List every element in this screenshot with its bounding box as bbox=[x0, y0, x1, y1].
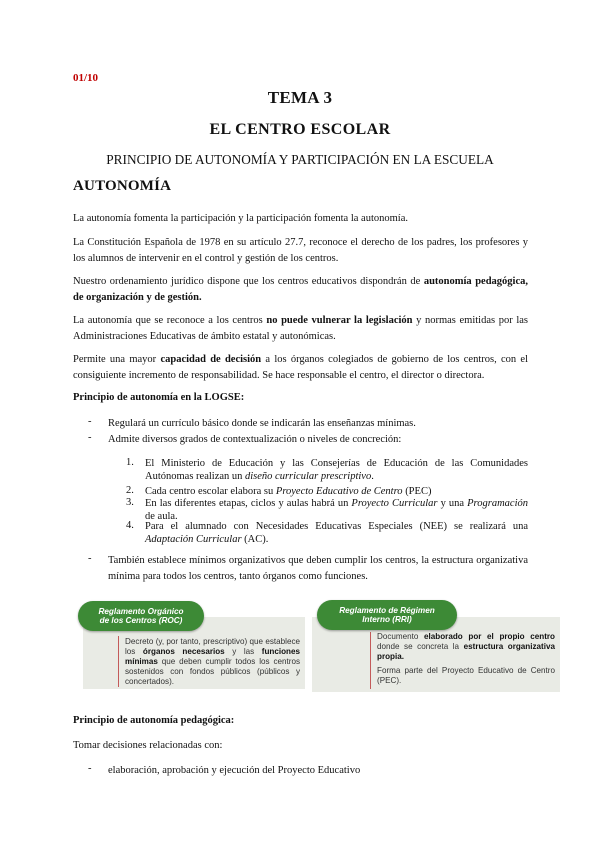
list-number: 3. bbox=[126, 497, 134, 508]
rri-badge-line-2: Interno (RRI) bbox=[362, 615, 412, 624]
list-number: 4. bbox=[126, 520, 134, 531]
list-item-italic: Proyecto Educativo de Centro bbox=[275, 486, 403, 497]
paragraph-5 bbox=[73, 352, 528, 383]
rri-badge-line-1: Reglamento de Régimen bbox=[339, 605, 435, 615]
pedagogica-heading: Principio de autonomía pedagógica: bbox=[73, 715, 235, 726]
doc-heading: PRINCIPIO DE AUTONOMÍA Y PARTICIPACIÓN EN LA ESCUELA bbox=[106, 152, 494, 167]
rri-text-2: Forma parte del Proyecto Educativo de Centro (PEC). bbox=[377, 666, 555, 685]
roc-bold-2: funciones mínimas bbox=[125, 647, 300, 666]
rri-badge bbox=[317, 600, 457, 630]
roc-text-3: que deben cumplir todos los centros sostenidos con fondos públicos (públicos y concertados). bbox=[125, 657, 300, 686]
rri-bold-1: elaborado por el propio centro bbox=[424, 632, 556, 641]
list-item-text: En las diferentes etapas, ciclos y aulas habrá un bbox=[145, 498, 352, 509]
paragraph-3 bbox=[73, 274, 528, 305]
bullet-dash: - bbox=[88, 432, 92, 443]
rri-bold-2: estructura organizativa propia. bbox=[377, 642, 555, 661]
rri-text-a: Documento bbox=[377, 632, 425, 641]
paragraph-5-bold: capacidad de decisión bbox=[160, 354, 262, 365]
list-item-italic: Proyecto Curricular bbox=[351, 498, 438, 509]
bullet-dash: - bbox=[88, 763, 92, 774]
list-item-text: Para el alumnado con Necesidades Educativas Especiales (NEE) se realizará una bbox=[145, 521, 528, 532]
roc-text bbox=[125, 637, 300, 687]
paragraph-3-bold: autonomía pedagógica, de organización y de gestión. bbox=[73, 276, 528, 303]
roc-text-1: Decreto (y, por tanto, prescriptivo) que establece los bbox=[125, 637, 300, 656]
logse-bullet-1: Regulará un currículo básico donde se indicarán las enseñanzas mínimas. bbox=[108, 418, 416, 429]
list-item-text: de aula. bbox=[145, 511, 178, 522]
list-item-1 bbox=[145, 457, 528, 483]
roc-text-2: y las bbox=[224, 647, 262, 656]
list-item-text: (PEC) bbox=[402, 486, 432, 497]
paragraph-4-bold: no puede vulnerar la legislación bbox=[266, 315, 413, 326]
roc-badge-line-1: Reglamento Orgánico bbox=[98, 606, 184, 616]
paragraph-5-text-end: a los órganos colegiados de gobierno de los centros, con el consiguiente incremento de responsabilidad. Se hace responsable el centro, el director o directora. bbox=[73, 354, 528, 381]
paragraph-3-text: Nuestro ordenamiento jurídico dispone que los centros educativos dispondrán de bbox=[73, 276, 424, 287]
pedagogica-intro: Tomar decisiones relacionadas con: bbox=[73, 740, 223, 751]
bullet-dash: - bbox=[88, 553, 92, 564]
list-number: 2. bbox=[126, 485, 134, 496]
list-item-text: Cada centro escolar elabora su bbox=[145, 486, 276, 497]
list-number: 1. bbox=[126, 457, 134, 468]
doc-title: TEMA 3 bbox=[267, 88, 333, 107]
paragraph-4-text: La autonomía que se reconoce a los centros bbox=[73, 315, 267, 326]
pedagogica-bullet-1: elaboración, aprobación y ejecución del Proyecto Educativo bbox=[108, 765, 361, 776]
list-item-italic: Adaptación Curricular bbox=[145, 534, 242, 545]
paragraph-5-text: Permite una mayor bbox=[73, 354, 161, 365]
rri-text-b: donde se concreta la bbox=[377, 642, 464, 651]
paragraph-4 bbox=[73, 313, 528, 344]
paragraph-1: La autonomía fomenta la participación y la participación fomenta la autonomía. bbox=[73, 213, 408, 224]
roc-margin-line bbox=[118, 636, 119, 687]
bullet-dash: - bbox=[88, 416, 92, 427]
list-item-text: (AC). bbox=[241, 534, 269, 545]
roc-badge bbox=[78, 601, 204, 631]
section-heading: AUTONOMÍA bbox=[73, 178, 172, 194]
logse-bullet-2: Admite diversos grados de contextualización o niveles de concreción: bbox=[108, 434, 402, 445]
logse-bullet-3: También establece mínimos organizativos que deben cumplir los centros, la estructura organizativa mínima para todos los centros, tanto órganos como funciones. bbox=[108, 555, 528, 582]
list-item-4 bbox=[145, 520, 528, 546]
list-item-text: El Ministerio de Educación y las Consejerías de Educación de las Comunidades Autónomas realizan un bbox=[145, 458, 528, 482]
paragraph-4-text-end: y normas emitidas por las Administraciones Educativas de ámbito estatal y autonómicas. bbox=[73, 315, 528, 342]
rri-margin-line bbox=[370, 632, 371, 689]
doc-subtitle: EL CENTRO ESCOLAR bbox=[209, 121, 391, 138]
list-item-text: y una bbox=[437, 498, 468, 509]
list-item-italic: diseño curricular prescriptivo bbox=[245, 471, 372, 482]
roc-badge-line-2: de los Centros (ROC) bbox=[99, 616, 183, 625]
rri-text-1 bbox=[377, 632, 555, 662]
paragraph-2: La Constitución Española de 1978 en su artículo 27.7, reconoce el derecho de los padres, los profesores y los alumnos de intervenir en el control y gestión de los centros. bbox=[73, 237, 528, 264]
roc-bold-1: órganos necesarios bbox=[142, 647, 225, 656]
page-number: 01/10 bbox=[73, 72, 99, 84]
list-item-text: . bbox=[371, 471, 374, 482]
list-item-italic: Programación bbox=[467, 498, 528, 509]
logse-heading: Principio de autonomía en la LOGSE: bbox=[73, 392, 245, 403]
